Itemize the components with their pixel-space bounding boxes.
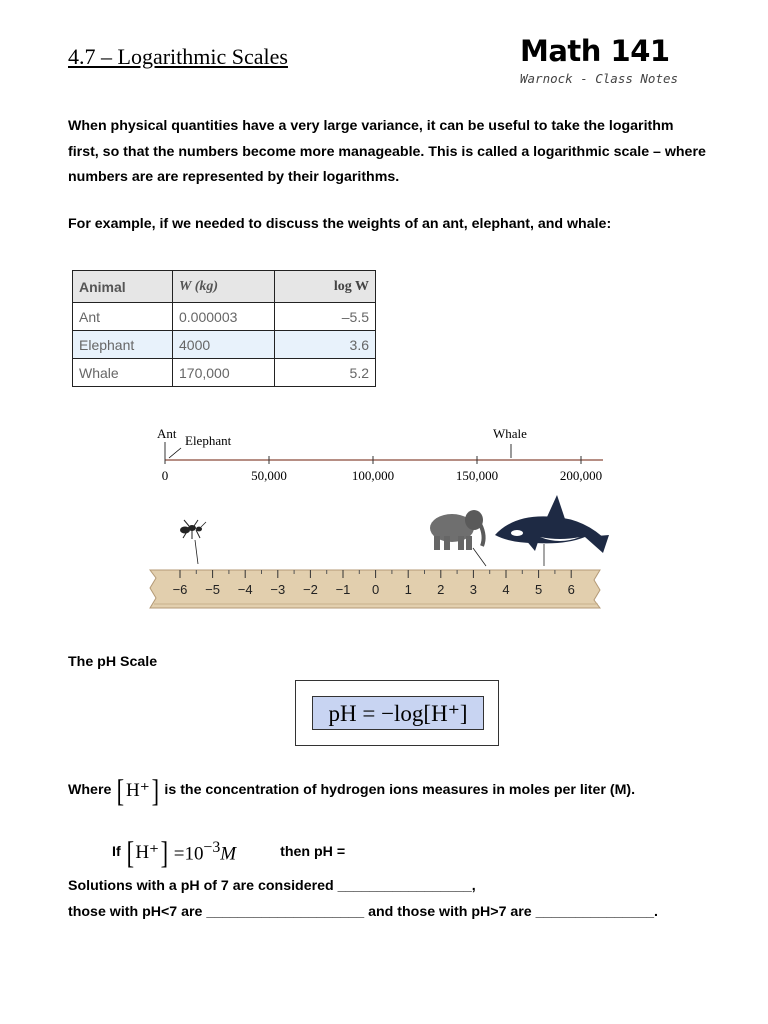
- elephant-arrow: [473, 548, 486, 566]
- header-weight: W (kg): [173, 271, 275, 303]
- if-label: If: [112, 844, 121, 860]
- table-row: [73, 303, 376, 331]
- hydrogen-ion: [ H⁺ ]: [126, 834, 169, 870]
- ant-icon: [180, 520, 206, 539]
- concentration-value: $=10^{-3}M$: [173, 838, 237, 865]
- weights-table: [72, 270, 376, 387]
- log-tick-label: 2: [437, 582, 445, 597]
- cell-weight: 170,000: [173, 359, 275, 387]
- header-log-weight: log W: [275, 271, 376, 303]
- elephant-label: Elephant: [185, 433, 232, 448]
- linear-tick-label: 150,000: [455, 468, 499, 483]
- ant-arrow: [195, 540, 198, 564]
- header-animal: Animal: [73, 271, 173, 303]
- log-tick-label: 1: [404, 582, 412, 597]
- cell-animal: Elephant: [73, 331, 173, 359]
- ph-formula: pH = −log[H⁺]: [312, 696, 484, 730]
- linear-tick-label: 0: [161, 468, 169, 483]
- log-tick-label: −1: [335, 582, 351, 597]
- log-tick-label: −3: [270, 582, 286, 597]
- ant-label: Ant: [157, 426, 177, 441]
- log-tick-label: 5: [534, 582, 543, 597]
- formula-box: [295, 680, 499, 746]
- log-tick-label: −2: [302, 582, 318, 597]
- where-sentence: [68, 772, 636, 808]
- linear-number-line: [145, 420, 615, 490]
- class-notes-subtitle: Warnock - Class Notes: [520, 71, 679, 86]
- log-tick-label: −5: [205, 582, 221, 597]
- log-tick-label: −4: [237, 582, 253, 597]
- where-suffix: is the concentration of hydrogen ions measures in moles per liter (M).: [164, 782, 636, 798]
- log-tick-label: 0: [371, 582, 380, 597]
- if-example: [112, 834, 346, 870]
- elephant-icon: [430, 510, 484, 550]
- whale-icon: [495, 495, 609, 553]
- linear-tick-label: 100,000: [351, 468, 395, 483]
- where-prefix: Where: [68, 782, 112, 798]
- cell-weight: 4000: [173, 331, 275, 359]
- hydrogen-ion: [ H⁺ ]: [116, 772, 159, 808]
- cell-log: –5.5: [275, 303, 376, 331]
- cell-animal: Whale: [73, 359, 173, 387]
- log-tick-label: 3: [469, 582, 478, 597]
- table-header-row: [73, 271, 376, 303]
- table-row: [73, 359, 376, 387]
- course-name: Math 141: [520, 34, 670, 68]
- cell-log: 5.2: [275, 359, 376, 387]
- ph-heading: The pH Scale: [68, 654, 158, 670]
- cell-animal: Ant: [73, 303, 173, 331]
- page-title: 4.7 – Logarithmic Scales: [68, 44, 288, 69]
- example-sentence: For example, if we needed to discuss the weights of an ant, elephant, and whale:: [68, 216, 612, 232]
- acid-base-blank-line: those with pH<7 are ____________________ and those with pH>7 are _______________.: [68, 904, 658, 920]
- neutral-blank-line: Solutions with a pH of 7 are considered _________________,: [68, 878, 476, 894]
- whale-label: Whale: [493, 426, 527, 441]
- intro-paragraph: When physical quantities have a very large variance, it can be useful to take the logarithm first, so that the numbers become more manageable. This is called a logarithmic scale – where numbers are are represented by their logarithms.: [68, 118, 706, 185]
- table-row: [73, 331, 376, 359]
- cell-log: 3.6: [275, 331, 376, 359]
- then-label: then pH =: [280, 844, 346, 860]
- cell-weight: 0.000003: [173, 303, 275, 331]
- linear-tick-label: 200,000: [559, 468, 603, 483]
- log-tick-label: 6: [567, 582, 575, 597]
- log-tick-label: −6: [172, 582, 188, 597]
- log-tick-label: 4: [502, 582, 510, 597]
- linear-tick-label: 50,000: [251, 468, 287, 483]
- log-scale-ruler: [140, 490, 620, 615]
- elephant-pointer: [169, 448, 181, 458]
